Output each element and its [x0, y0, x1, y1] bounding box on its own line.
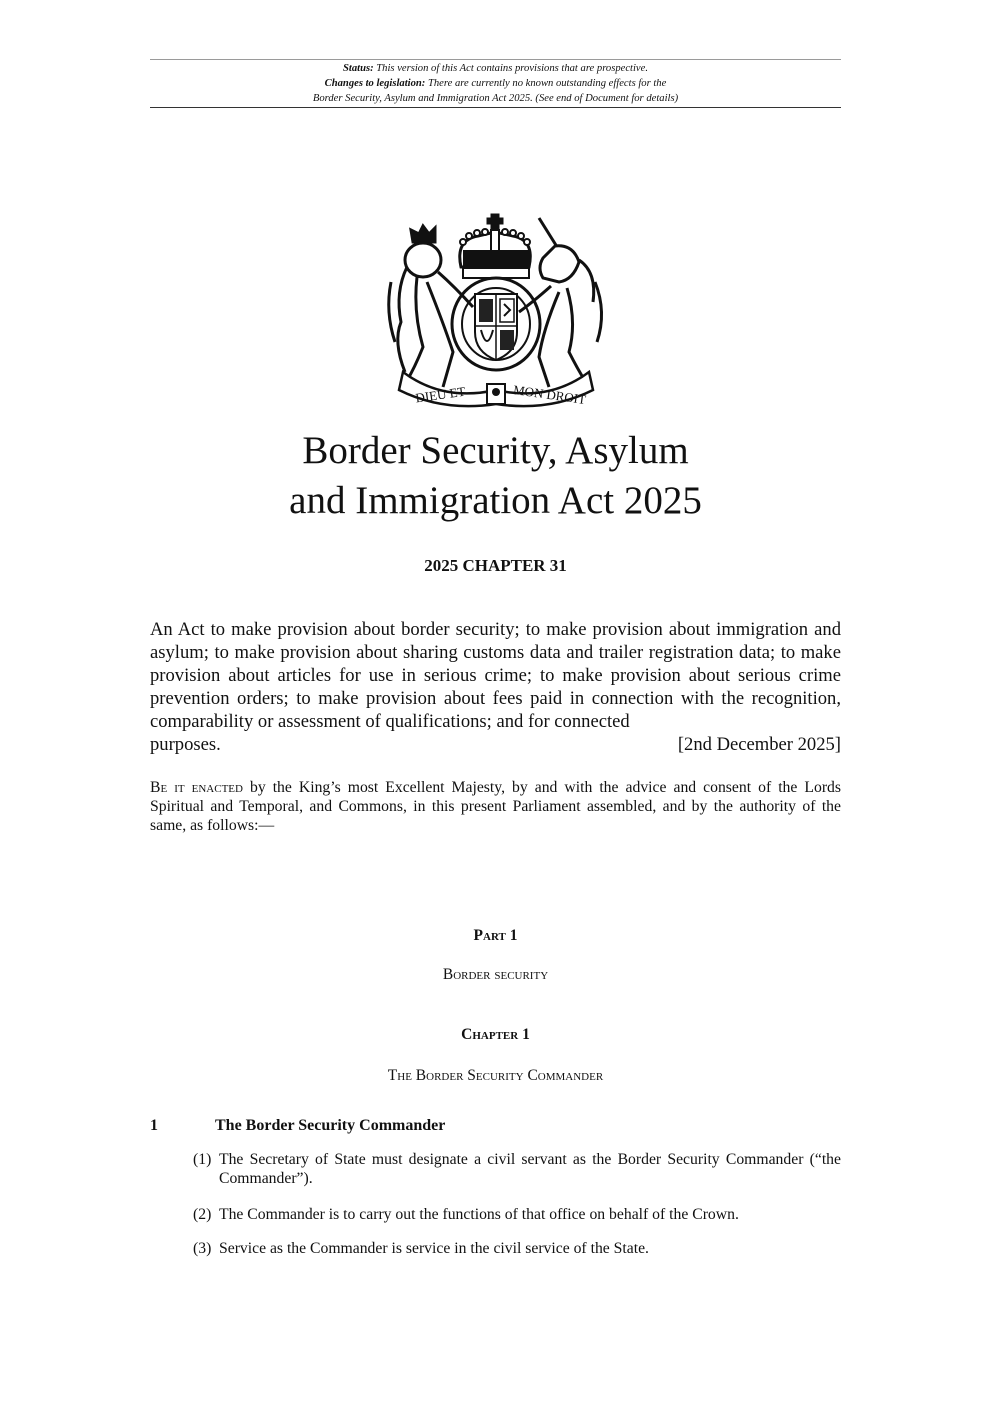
status-text: This version of this Act contains provisions that are prospective.: [373, 63, 648, 74]
changes-text: There are currently no known outstanding effects for the: [425, 78, 667, 89]
svg-text:DIEU ET: DIEU ET: [414, 383, 467, 406]
subsection-3: [193, 1239, 841, 1258]
subsection-number: (1): [193, 1151, 212, 1168]
chapter-heading-number: Chapter 1: [461, 1026, 530, 1043]
shield-icon: [452, 278, 540, 370]
long-title-last-word: purposes.: [150, 734, 221, 755]
subsection-text: The Commander is to carry out the functions of that office on behalf of the Crown.: [219, 1206, 739, 1223]
long-title: [150, 618, 841, 756]
motto-scroll: [399, 372, 593, 407]
status-label: Status:: [343, 63, 374, 74]
enacting-lead: Be it enacted: [150, 779, 243, 796]
subsection-number: (2): [193, 1206, 212, 1223]
chapter-number: 2025 CHAPTER 31: [424, 556, 567, 575]
royal-coat-of-arms-icon: [383, 212, 609, 408]
changes-label: Changes to legislation:: [324, 78, 426, 89]
act-title: [150, 426, 841, 526]
svg-text:MON DROIT: MON DROIT: [512, 382, 587, 408]
changes-line-2: Border Security, Asylum and Immigration Act 2025. (See end of Document for details): [312, 93, 679, 104]
act-title-line-2: and Immigration Act 2025: [289, 479, 702, 522]
section-number: 1: [150, 1117, 158, 1134]
long-title-text: An Act to make provision about border security; to make provision about immigration and asylum; to make provision about sharing customs data and trailer registration data; to make provision about articles for use in serious crime; to make provision about serious crime prevention orders; to make provision about fees paid in connection with the recognition, comparability or assessment of qualifications; and for connected: [150, 619, 841, 732]
changes-line: [150, 76, 841, 91]
enacting-formula: [150, 778, 841, 835]
status-header: [150, 59, 841, 108]
long-title-last-line: [150, 733, 841, 756]
part-number: Part 1: [473, 927, 518, 944]
unicorn-icon: [519, 218, 602, 387]
crown-icon: [460, 214, 531, 278]
subsection-1: [193, 1150, 841, 1188]
chapter-heading-title: The Border Security Commander: [387, 1067, 604, 1084]
section-title: The Border Security Commander: [215, 1117, 446, 1134]
act-title-line-1: Border Security, Asylum: [302, 429, 689, 472]
status-line: [150, 61, 841, 76]
subsection-text: Service as the Commander is service in the civil service of the State.: [219, 1240, 649, 1257]
subsection-number: (3): [193, 1240, 212, 1257]
subsection-2: [193, 1205, 841, 1224]
subsection-text: The Secretary of State must designate a civil servant as the Border Security Commander (“the Commander”).: [219, 1151, 841, 1187]
date-of-assent: [2nd December 2025]: [677, 734, 841, 755]
part-title: Border security: [442, 966, 549, 983]
enacting-text: by the King’s most Excellent Majesty, by and with the advice and consent of the Lords Spiritual and Temporal, and Commons, in this present Parliament assembled, and by the authority of the same, as follows:—: [150, 779, 841, 834]
